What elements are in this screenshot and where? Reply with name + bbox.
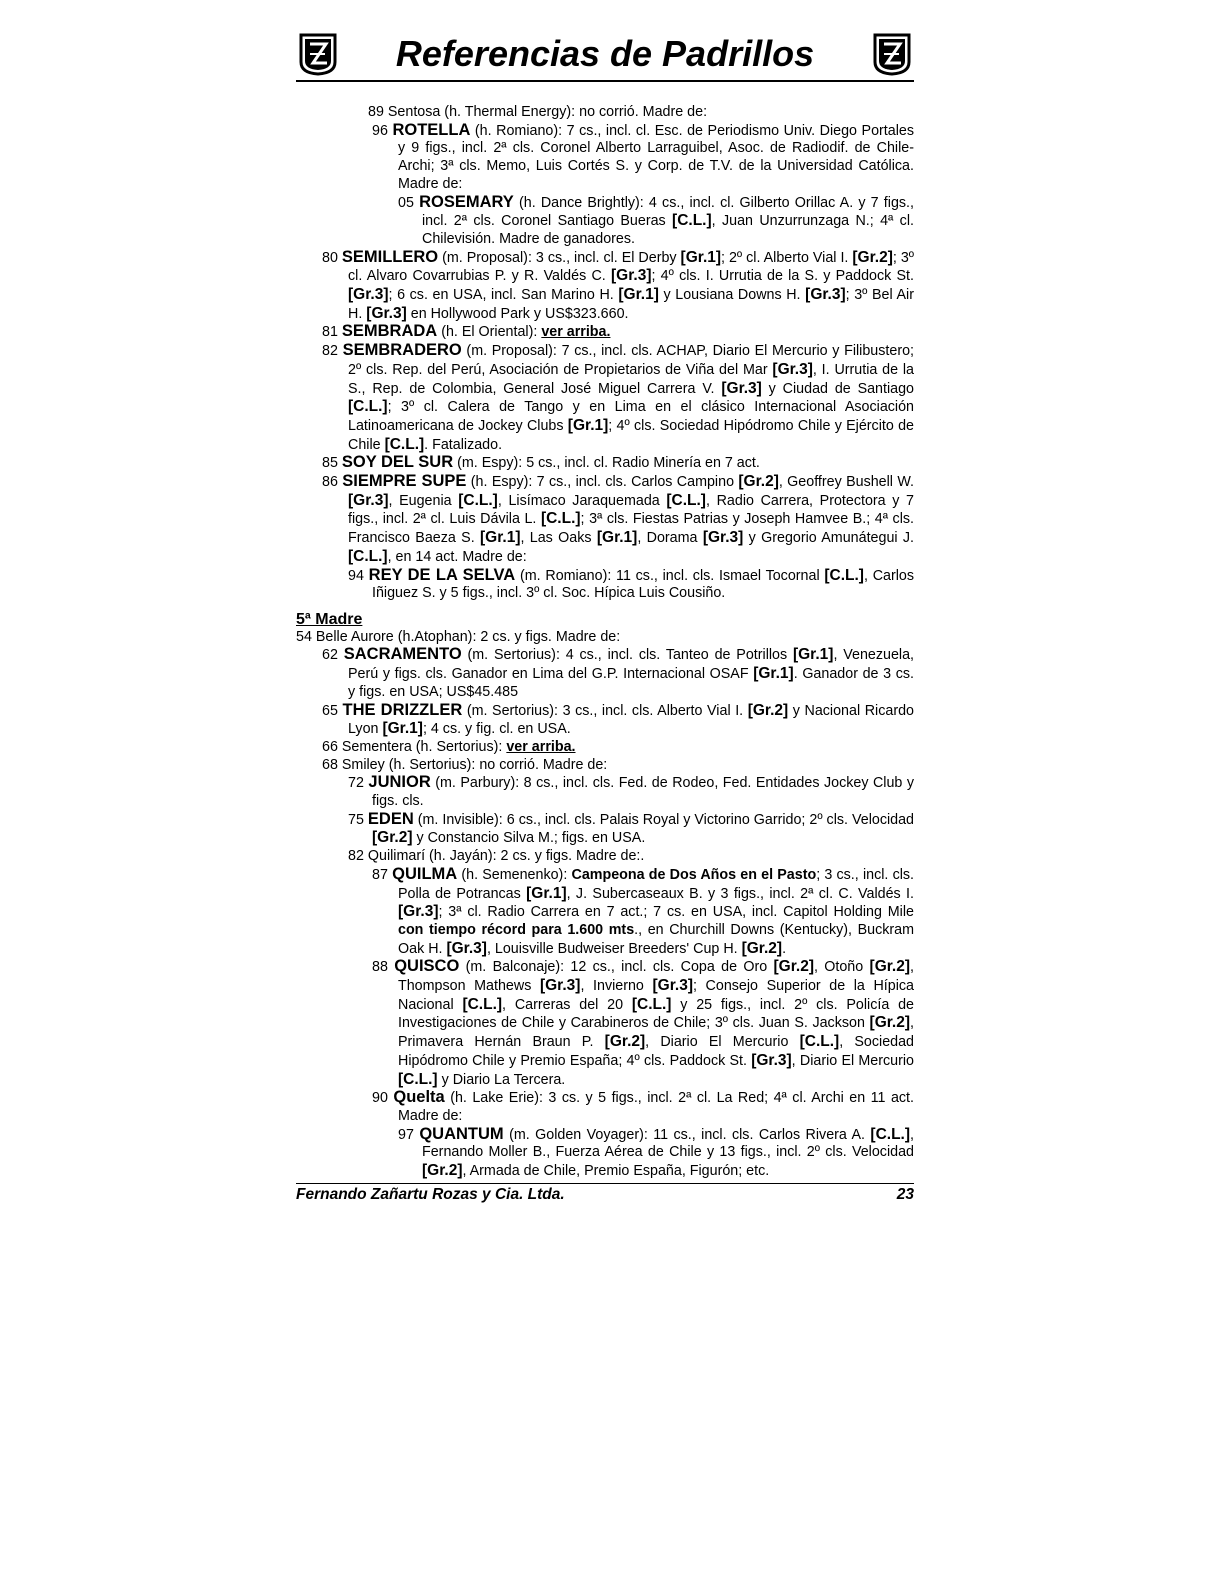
horse-name: ROSEMARY [419,192,514,211]
race-grade: [Gr.2] [741,939,783,957]
entry-text: , Otoño [813,959,870,976]
race-grade: [Gr.3] [721,379,762,397]
race-grade: [C.L.] [384,435,425,453]
race-grade: [Gr.1] [567,416,609,434]
entry-text: , Eugenia [388,492,459,509]
entry-text: ; 3ª cls. Fiestas Patrias y Joseph Hamvee B.; 4ª cls. Francisco Baeza S. [348,511,914,547]
horse-name: QUANTUM [419,1124,504,1143]
horse-name: Quelta [393,1088,445,1107]
pedigree-entry [296,567,914,603]
race-grade: [C.L.] [799,1033,840,1051]
race-grade: [Gr.3] [539,977,581,995]
horse-name: SOY DEL SUR [341,453,454,472]
entry-text: 75 [348,811,368,828]
page-title: Referencias de Padrillos [395,33,815,74]
horse-name: QUISCO [394,957,460,976]
entry-text: 68 Smiley (h. Sertorius): no corrió. Madre de: [322,756,608,773]
pedigree-entry [296,342,914,454]
pedigree-entry [296,194,914,249]
race-grade: [Gr.2] [747,701,789,719]
entry-text: y Ciudad de Santiago [761,380,915,397]
pedigree-entry [296,702,914,739]
entry-text: y Diario La Tercera. [437,1071,566,1088]
entry-text: en Hollywood Park y US$323.660. [406,305,629,322]
entry-text: ; 4º cls. Sociedad Hipódromo Chile y Ejército de Chile [348,417,914,453]
entry-text: 72 [348,775,369,792]
entry-text: ; 3 cs., incl. cls. Polla de Potrancas [398,866,915,902]
entry-text: 89 Sentosa (h. Thermal Energy): no corrió. Madre de: [368,104,708,120]
race-grade: [C.L.] [398,1070,438,1088]
entry-text: y 25 figs., incl. 2º cls. Policía de Investigaciones de Chile y Carabineros de Chile; 3º cls. Juan S. Jackson [398,996,914,1032]
race-grade: [Gr.1] [680,248,722,266]
pedigree-entry [296,629,914,647]
entry-text: , Venezuela, Perú y figs. cls. Ganador en Lima del G.P. Internacional OSAF [348,647,914,683]
entry-text: (m. Espy): 5 cs., incl. cl. Radio Minería en 7 act. [453,455,760,472]
entry-text: (h. Lake Erie): 3 cs. y 5 figs., incl. 2ª cl. La Red; 4ª cl. Archi en 11 act. Madre de: [398,1090,915,1124]
pedigree-entry [296,646,914,701]
race-grade: [Gr.3] [398,903,439,921]
entry-text: con tiempo récord para 1.600 mts [398,921,635,938]
page-header [296,30,914,82]
race-grade: [Gr.2] [372,829,413,847]
race-grade: [Gr.2] [869,1014,911,1032]
race-grade: [Gr.3] [446,939,487,957]
entry-text: 66 Sementera (h. Sertorius): [322,738,507,755]
pedigree-entry [296,866,914,959]
race-grade: [Gr.1] [596,529,638,547]
entry-text: , J. Subercaseaux B. y 3 figs., incl. 2ª cl. C. Valdés I. [566,885,914,902]
pedigree-entry [296,1089,914,1125]
race-grade: [C.L.] [666,491,706,509]
footer-company: Fernando Zañartu Rozas y Cia. Ltda. [296,1186,565,1203]
entry-text: . [782,940,787,957]
entry-text: 81 [322,324,342,341]
race-grade: [C.L.] [672,212,712,230]
pedigree-entry [296,249,914,324]
race-grade: [Gr.3] [805,286,846,304]
entry-text: Campeona de Dos Años en el Pasto [571,866,817,883]
pedigree-entry [296,739,914,757]
horse-name: SIEMPRE SUPE [342,472,467,491]
cross-reference: ver arriba. [506,738,576,755]
entry-text: y Lousiana Downs H. [658,287,806,304]
race-grade: [Gr.2] [869,958,911,976]
entry-text: 65 [322,702,343,719]
entry-text: , Louisville Budweiser Breeders' Cup H. [486,940,742,957]
entry-text: 80 [322,249,342,266]
cross-reference: ver arriba. [541,324,611,341]
pedigree-entry [296,757,914,775]
entry-text: (h. Romiano): 7 cs., incl. cl. Esc. de Periodismo Univ. Diego Portales y 9 figs., incl. 2ª cls. Coronel Alberto Larraguibel, Asoc. de Radiodif. de Chile-Archi; 3ª cls. Memo, Luis Cortés S. y Corp. de T.V. de la Universidad Católica. Madre de: [398,122,915,192]
entry-text: 82 Quilimarí (h. Jayán): 2 cs. y figs. Madre de:. [348,848,645,865]
horse-name: QUILMA [392,864,458,883]
pedigree-entry [296,104,914,122]
race-grade: [Gr.3] [772,360,813,378]
pedigree-entry [296,958,914,1089]
entry-text: (h. Dance Brightly): 4 cs., incl. cl. Gilberto Orillac A. y 7 figs., incl. 2ª cls. Coronel Santiago Bueras [422,194,914,230]
entry-text: 62 [322,647,344,664]
entry-text: ; Consejo Superior de la Hípica Nacional [398,978,915,1013]
horse-name: EDEN [367,809,414,828]
race-grade: [Gr.1] [526,884,567,902]
entry-text: ., en Churchill Downs (Kentucky), Buckram Oak H. [398,921,914,957]
race-grade: [C.L.] [540,510,581,528]
race-grade: [Gr.1] [480,529,521,547]
entry-text: 96 [372,122,393,139]
entry-text: 85 [322,455,342,472]
entry-text: 87 [372,866,393,883]
race-grade: [Gr.1] [753,665,794,683]
entry-text: 82 [322,343,343,360]
race-grade: [C.L.] [462,995,503,1013]
horse-name: SACRAMENTO [343,645,462,664]
entry-text: , Geoffrey Bushell W. [778,474,915,491]
race-grade: [Gr.1] [618,286,659,304]
entry-text: (m. Romiano): 11 cs., incl. cls. Ismael Tocornal [515,567,825,584]
entry-text: , Dorama [637,530,703,547]
entry-text: , Sociedad Hipódromo Chile y Premio España; 4º cls. Paddock St. [398,1034,915,1069]
horse-name: JUNIOR [368,773,431,792]
entry-text: ; 4 cs. y fig. cl. en USA. [422,721,571,738]
entry-text: ; 4º cls. I. Urrutia de la S. y Paddock St. [651,268,914,285]
race-grade: [C.L.] [870,1125,911,1143]
horse-name: THE DRIZZLER [342,700,463,719]
horse-name: SEMILLERO [341,247,439,266]
race-grade: [Gr.3] [348,286,389,304]
pedigree-entry [296,811,914,848]
pedigree-entry [296,323,914,342]
entry-text: , Lisímaco Jaraquemada [497,492,667,509]
pedigree-entry [296,774,914,810]
entry-text: (h. Espy): 7 cs., incl. cls. Carlos Campino [466,474,739,491]
entry-text: y Nacional Ricardo Lyon [348,702,914,738]
race-grade: [C.L.] [458,491,498,509]
race-grade: [C.L.] [824,566,864,584]
entry-text: , Invierno [580,978,653,995]
horseshoe-logo-icon [872,32,912,76]
entry-text: ; 2º cl. Alberto Vial I. [721,249,853,266]
race-grade: [Gr.3] [751,1051,792,1069]
page-footer [296,1183,914,1204]
race-grade: [C.L.] [348,547,388,565]
entry-text: ; 3º cl. Calera de Tango y en Lima en el clásico Internacional Asociación Latinoamericana de Jockey Clubs [348,399,914,434]
entry-text: ; 3ª cl. Radio Carrera en 7 act.; 7 cs. en USA, incl. Capitol Holding Mile [438,904,914,921]
pedigree-body [296,104,914,1181]
race-grade: [Gr.3] [652,977,693,995]
entry-text: (h. El Oriental): [437,324,542,341]
race-grade: [Gr.3] [702,529,744,547]
horse-name: SEMBRADERO [342,341,462,360]
race-grade: [Gr.2] [773,958,814,976]
entry-text: 97 [398,1126,420,1143]
entry-text: , en 14 act. Madre de: [387,548,527,565]
entry-text: , Diario El Mercurio [791,1052,914,1069]
entry-text: (m. Parbury): 8 cs., incl. cls. Fed. de Rodeo, Fed. Entidades Jockey Club y figs. cls. [372,775,915,810]
race-grade: [Gr.1] [382,720,423,738]
race-grade: [Gr.2] [738,473,779,491]
page-number: 23 [896,1186,914,1203]
pedigree-entry [296,454,914,473]
entry-text: , Primavera Hernán Braun P. [398,1015,914,1051]
entry-text: , Carreras del 20 [502,996,632,1013]
pedigree-entry [296,122,914,194]
entry-text: (m. Invisible): 6 cs., incl. cls. Palais Royal y Victorino Garrido; 2º cls. Velocidad [413,811,914,828]
entry-text: (m. Proposal): 7 cs., incl. cls. ACHAP, Diario El Mercurio y Filibustero; 2º cls. Rep. del Perú, Asociación de Propietarios de Viña del Mar [348,343,915,378]
entry-text: ; 6 cs. en USA, incl. San Marino H. [388,287,619,304]
entry-text: . Ganador de 3 cs. y figs. en USA; US$45.485 [348,666,914,700]
race-grade: [C.L.] [631,995,672,1013]
entry-text: , Las Oaks [520,530,597,547]
entry-text: 90 [372,1090,394,1107]
race-grade: [Gr.3] [366,304,407,322]
entry-text: (m. Sertorius): 4 cs., incl. cls. Tanteo de Potrillos [461,647,793,664]
entry-text: y Constancio Silva M.; figs. en USA. [412,830,646,847]
entry-text: 86 [322,474,343,491]
horse-name: SEMBRADA [341,322,438,341]
race-grade: [C.L.] [348,398,388,416]
entry-text: , Radio Carrera, Protectora y 7 figs., incl. 2ª cl. Luis Dávila L. [348,492,915,528]
entry-text: 88 [372,959,395,976]
page [296,30,914,1181]
entry-text: (m. Proposal): 3 cs., incl. cl. El Derby [438,249,681,266]
entry-text: , I. Urrutia de la S., Rep. de Colombia, General José Miguel Carrera V. [348,361,915,397]
entry-text: ; 3º cl. Alvaro Covarrubias P. y R. Valdés C. [348,249,914,285]
entry-text: 54 Belle Aurore (h.Atophan): 2 cs. y figs. Madre de: [296,628,621,645]
race-grade: [Gr.3] [348,491,389,509]
entry-text: , Armada de Chile, Premio España, Figurón; etc. [462,1163,770,1180]
entry-text: ; 3º Bel Air H. [348,287,914,322]
entry-text: , Juan Unzurrunzaga N.; 4ª cl. Chilevisión. Madre de ganadores. [422,213,914,247]
entry-text: y Gregorio Amunátegui J. [743,530,915,547]
entry-text: (m. Golden Voyager): 11 cs., incl. cls. Carlos Rivera A. [503,1126,871,1143]
entry-text: 05 [398,194,420,211]
entry-text: (m. Balconaje): 12 cs., incl. cls. Copa de Oro [459,959,774,976]
pedigree-entry [296,848,914,866]
entry-text: , Thompson Mathews [398,959,914,995]
race-grade: [Gr.2] [852,248,893,266]
horse-name: REY DE LA SELVA [368,565,516,584]
pedigree-entry [296,473,914,567]
race-grade: [Gr.1] [792,646,834,664]
entry-text: 94 [348,567,369,584]
race-grade: [Gr.3] [611,267,652,285]
entry-text: . Fatalizado. [424,436,503,453]
race-grade: [Gr.2] [604,1033,646,1051]
entry-text: , Diario El Mercurio [645,1034,800,1051]
pedigree-entry [296,1126,914,1181]
horse-name: ROTELLA [392,120,471,139]
entry-text: , Fernando Moller B., Fuerza Aérea de Chile y 13 figs., incl. 2º cls. Velocidad [422,1126,915,1161]
entry-text: (h. Semenenko): [457,866,572,883]
section-heading: 5ª Madre [296,610,363,628]
entry-text: (m. Sertorius): 3 cs., incl. cls. Alberto Vial I. [462,702,748,719]
race-grade: [Gr.2] [422,1162,463,1180]
entry-text: , Carlos Iñiguez S. y 5 figs., incl. 3º cl. Soc. Hípica Luis Cousiño. [372,567,915,602]
